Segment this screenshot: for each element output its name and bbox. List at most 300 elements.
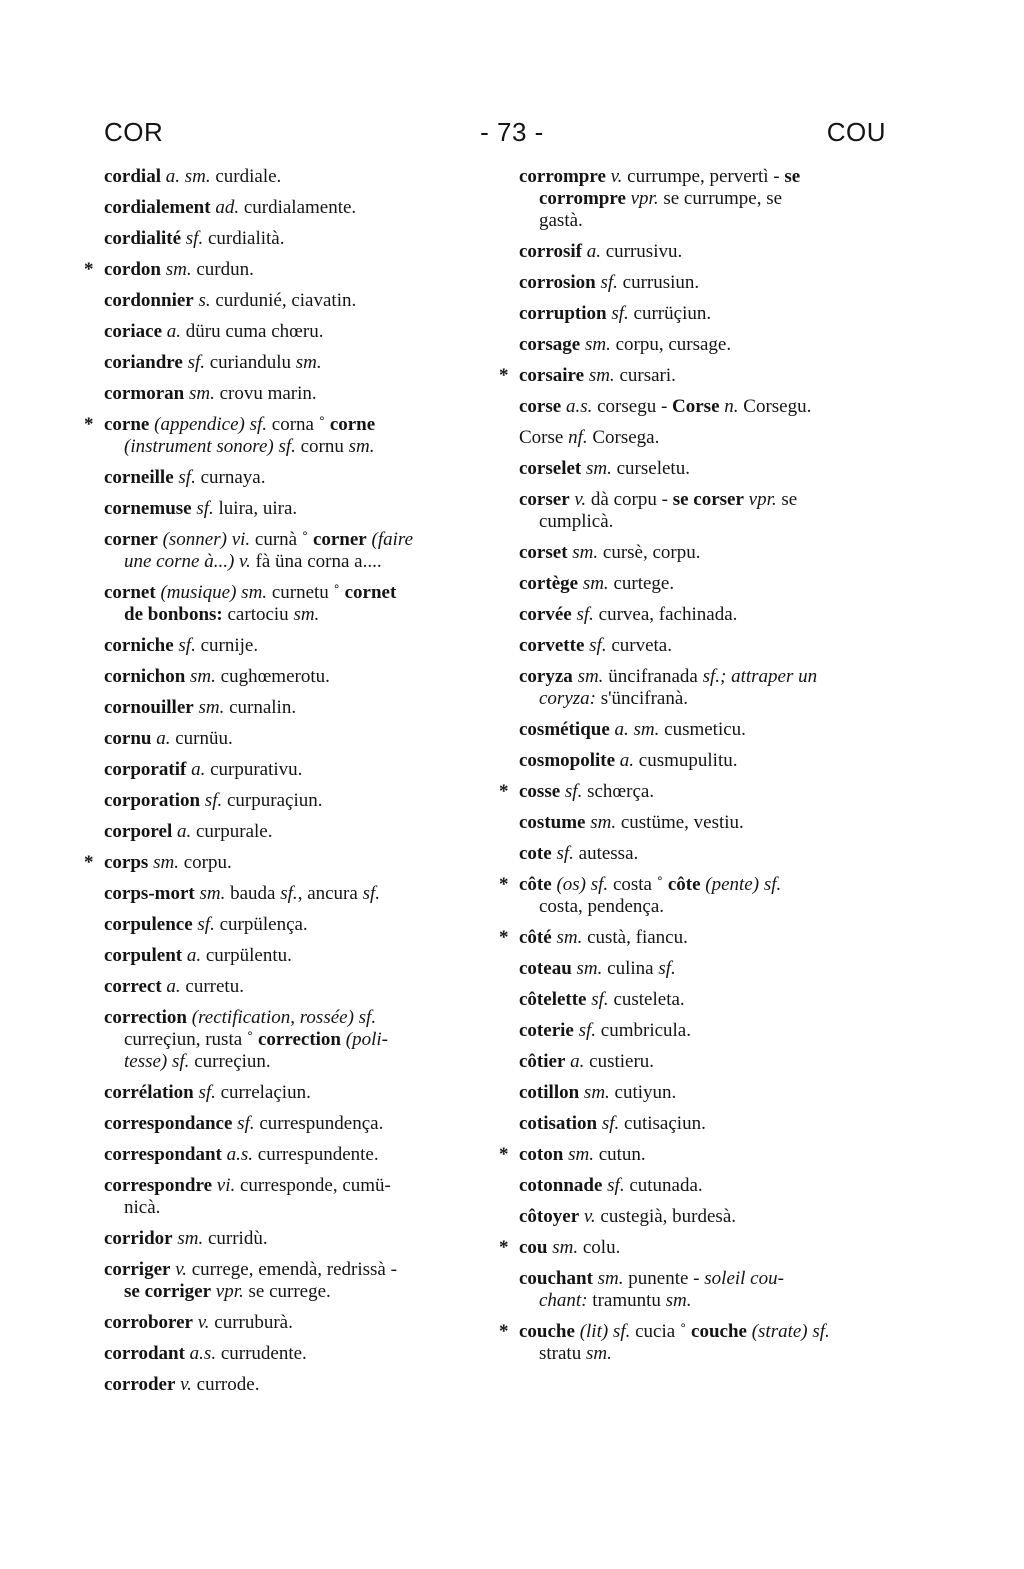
headword: corruption (519, 303, 607, 324)
translation-text: curtege. (608, 573, 675, 594)
headword: de bonbons: (124, 604, 223, 625)
headword: cordonnier (104, 290, 194, 311)
grammar-label: sf. (589, 635, 607, 656)
entry-line (104, 914, 476, 936)
dictionary-entry (499, 1237, 889, 1259)
grammar-label: sf. (196, 498, 214, 519)
grammar-label: a.s. (226, 1144, 254, 1165)
entry-line (519, 635, 889, 657)
headword: cordialement (104, 197, 211, 218)
translation-text: punente - (623, 1268, 705, 1289)
entry-line (519, 1051, 889, 1073)
grammar-label: v. (197, 1312, 210, 1333)
headword: corpulence (104, 914, 193, 935)
headword: corrosif (519, 241, 582, 262)
headword: coterie (519, 1020, 574, 1041)
grammar-label: v. (583, 1206, 596, 1227)
grammar-label: a. (191, 759, 206, 780)
grammar-label: a. (156, 728, 171, 749)
translation-text: costa ˚ (608, 874, 668, 895)
translation-text: curpurale. (191, 821, 273, 842)
dictionary-entry (519, 166, 889, 232)
headword: correction (104, 1007, 187, 1028)
dictionary-entry (104, 1007, 476, 1073)
headword: côté (519, 927, 552, 948)
asterisk-marker: * (499, 781, 509, 802)
headword: cormoran (104, 383, 185, 404)
entry-line (519, 1321, 889, 1343)
grammar-label: a. sm. (614, 719, 660, 740)
dictionary-entry (519, 272, 889, 294)
grammar-label: a. sm. (165, 166, 211, 187)
dictionary-entry (104, 1374, 476, 1396)
translation-text: curnà ˚ (250, 529, 313, 550)
entry-line (519, 1175, 889, 1197)
asterisk-marker: * (499, 1237, 509, 1258)
grammar-label: sm. (597, 1268, 624, 1289)
asterisk-marker: * (499, 874, 509, 895)
running-head-right: COU (826, 117, 886, 147)
entry-line (104, 1082, 476, 1104)
grammar-label: a.s. (565, 396, 593, 417)
headword: correspondance (104, 1113, 233, 1134)
entry-line (519, 604, 889, 626)
grammar-label: (musique) sm. (160, 582, 268, 603)
translation-text: dà corpu - (586, 489, 673, 510)
dictionary-entry (519, 719, 889, 741)
page-number: - 73 - (480, 117, 544, 147)
headword: cornu (104, 728, 152, 749)
headword: corner (104, 529, 158, 550)
headword: cordial (104, 166, 161, 187)
entry-continuation-line (104, 551, 476, 573)
translation-text: se (776, 489, 798, 510)
grammar-label: sm. (568, 1144, 594, 1165)
headword: correspondant (104, 1144, 222, 1165)
headword: corroder (104, 1374, 176, 1395)
translation-text: cusmupulitu. (634, 750, 738, 771)
entry-continuation-line (104, 1051, 476, 1073)
entry-line (519, 1020, 889, 1042)
dictionary-entry (104, 790, 476, 812)
grammar-label: sf. (362, 883, 381, 904)
translation-text: curreçiun. (189, 1051, 271, 1072)
grammar-label: vpr. (215, 1281, 244, 1302)
dictionary-entry (104, 321, 476, 343)
translation-text: currüçiun. (628, 303, 712, 324)
translation-text: tramuntu (587, 1290, 666, 1311)
headword: corrosion (519, 272, 596, 293)
grammar-label: tesse) sf. (124, 1051, 190, 1072)
headword: corsage (519, 334, 581, 355)
entry-continuation-line (104, 604, 476, 626)
translation-text: currusiun. (617, 272, 700, 293)
grammar-label: (lit) sf. (579, 1321, 631, 1342)
headword: coriace (104, 321, 163, 342)
translation-text: curruburà. (209, 1312, 293, 1333)
dictionary-entry (104, 582, 476, 626)
translation-text: curvea, fachinada. (593, 604, 738, 625)
headword: cordon (104, 259, 161, 280)
entry-line (104, 790, 476, 812)
entry-line (519, 1206, 889, 1228)
entry-line (519, 843, 889, 865)
translation-text: currespundença. (254, 1113, 384, 1134)
entry-line (519, 396, 889, 418)
dictionary-entry (519, 1175, 889, 1197)
grammar-label: sm. (348, 436, 375, 457)
translation-text: stratu (539, 1343, 586, 1364)
grammar-label: vpr. (630, 188, 659, 209)
grammar-label: sm. (177, 1228, 204, 1249)
left-column (84, 166, 476, 1405)
dictionary-entry (104, 1113, 476, 1135)
translation-text: curdunié, ciavatin. (210, 290, 357, 311)
entry-line (104, 697, 476, 719)
entry-line (104, 321, 476, 343)
dictionary-entry (104, 728, 476, 750)
dictionary-entry (499, 365, 889, 387)
entry-line (104, 498, 476, 520)
entry-line (519, 1144, 889, 1166)
grammar-label: sm. (585, 458, 612, 479)
dictionary-entry (519, 812, 889, 834)
dictionary-entry (104, 197, 476, 219)
entry-line (519, 666, 889, 688)
headword: corps (104, 852, 149, 873)
dictionary-entry (519, 1113, 889, 1135)
entry-line (104, 821, 476, 843)
grammar-label: sf. (197, 914, 215, 935)
grammar-label: sm. (293, 604, 320, 625)
entry-line (519, 1113, 889, 1135)
headword: côte (519, 874, 552, 895)
dictionary-entry (104, 1343, 476, 1365)
translation-text: Corse (519, 427, 569, 448)
headword: corse (519, 396, 562, 417)
headword: coton (519, 1144, 564, 1165)
translation-text: curdialamente. (239, 197, 357, 218)
entry-line (104, 728, 476, 750)
entry-continuation-line (519, 1290, 889, 1312)
dictionary-entry (104, 945, 476, 967)
entry-line (104, 166, 476, 188)
entry-line (519, 958, 889, 980)
dictionary-entry (104, 697, 476, 719)
dictionary-entry (519, 958, 889, 980)
entry-line (519, 365, 889, 387)
grammar-label: sm. (552, 1237, 579, 1258)
grammar-label: a. (186, 945, 202, 966)
asterisk-marker: * (499, 365, 509, 386)
headword: corsaire (519, 365, 585, 386)
dictionary-entry (104, 1175, 476, 1219)
translation-text: schœrça. (582, 781, 655, 802)
dictionary-entry (104, 529, 476, 573)
entry-line (519, 874, 889, 896)
grammar-label: s. (198, 290, 211, 311)
translation-text: curdialità. (203, 228, 285, 249)
entry-line (104, 666, 476, 688)
translation-text: se currumpe, se (658, 188, 783, 209)
dictionary-entry (104, 1082, 476, 1104)
headword: couche (691, 1321, 747, 1342)
headword: cou (519, 1237, 548, 1258)
headword: costume (519, 812, 586, 833)
headword: corrompre (539, 188, 626, 209)
grammar-label: v. (574, 489, 587, 510)
headword: corpulent (104, 945, 183, 966)
entry-line (519, 427, 889, 449)
translation-text: custeleta. (608, 989, 685, 1010)
entry-continuation-line (519, 210, 889, 232)
grammar-label: sm. (153, 852, 179, 873)
grammar-label: (poli- (345, 1029, 388, 1050)
headword: correct (104, 976, 162, 997)
grammar-label: a. (586, 241, 601, 262)
entry-line (104, 290, 476, 312)
grammar-label: a. (166, 321, 182, 342)
grammar-label: chant: (539, 1290, 588, 1311)
dictionary-entry (104, 759, 476, 781)
translation-text: Corsegu. (738, 396, 812, 417)
grammar-label: sm. (556, 927, 583, 948)
translation-text: autessa. (573, 843, 639, 864)
headword: se (784, 166, 801, 187)
translation-text: cutisaçiun. (619, 1113, 706, 1134)
entry-line (519, 781, 889, 803)
dictionary-entry (104, 352, 476, 374)
dictionary-entry (519, 1020, 889, 1042)
headword: cosmétique (519, 719, 610, 740)
headword: cosse (519, 781, 561, 802)
translation-text: , ancura (297, 883, 363, 904)
translation-text: currelaçiun. (215, 1082, 311, 1103)
translation-text: curretu. (180, 976, 244, 997)
translation-text: curnüu. (170, 728, 233, 749)
dictionary-entry (104, 635, 476, 657)
asterisk-marker: * (84, 852, 94, 873)
entry-line (104, 467, 476, 489)
headword: coryza (519, 666, 573, 687)
translation-text: custüme, vestiu. (616, 812, 744, 833)
translation-text: culina (602, 958, 659, 979)
headword: corset (519, 542, 568, 563)
headword: cornet (104, 582, 156, 603)
entry-line (519, 542, 889, 564)
entry-line (519, 750, 889, 772)
asterisk-marker: * (84, 259, 94, 280)
grammar-label: a. (177, 821, 192, 842)
translation-text: corsegu - (592, 396, 673, 417)
entry-line (104, 197, 476, 219)
headword: côtoyer (519, 1206, 580, 1227)
translation-text: currusivu. (600, 241, 683, 262)
dictionary-entry (519, 843, 889, 865)
translation-text: curdun. (191, 259, 254, 280)
dictionary-entry (104, 1312, 476, 1334)
dictionary-entry (519, 542, 889, 564)
translation-text: cughœmerotu. (215, 666, 330, 687)
headword: se corriger (124, 1281, 212, 1302)
entry-continuation-line (519, 896, 889, 918)
entry-line (104, 1113, 476, 1135)
dictionary-entry (104, 1259, 476, 1303)
grammar-label: v. (180, 1374, 192, 1395)
headword: corps-mort (104, 883, 195, 904)
headword: corporatif (104, 759, 187, 780)
translation-text: corna ˚ (267, 414, 330, 435)
entry-line (519, 719, 889, 741)
entry-line (519, 573, 889, 595)
grammar-label: a. (570, 1051, 585, 1072)
headword: corporel (104, 821, 173, 842)
dictionary-entry (519, 1082, 889, 1104)
translation-text: custieru. (584, 1051, 655, 1072)
dictionary-entry (104, 228, 476, 250)
grammar-label: (appendice) sf. (154, 414, 268, 435)
translation-text: s'üncifranà. (595, 688, 689, 709)
entry-line (519, 272, 889, 294)
dictionary-entry (104, 467, 476, 489)
right-column (499, 166, 889, 1374)
asterisk-marker: * (499, 927, 509, 948)
entry-line (104, 976, 476, 998)
dictionary-entry (519, 458, 889, 480)
dictionary-entry (84, 259, 476, 281)
entry-line (104, 945, 476, 967)
grammar-label: vi. (216, 1175, 236, 1196)
headword: couchant (519, 1268, 593, 1289)
grammar-label: sm. (584, 334, 611, 355)
translation-text: curnetu ˚ (267, 582, 345, 603)
headword: correction (258, 1029, 341, 1050)
grammar-label: (faire (371, 529, 414, 550)
entry-continuation-line (104, 1029, 476, 1051)
entry-continuation-line (519, 688, 889, 710)
grammar-label: (os) sf. (556, 874, 609, 895)
running-head-left: COR (104, 117, 164, 147)
dictionary-entry (84, 414, 476, 458)
grammar-label: sm. (295, 352, 322, 373)
headword: cortège (519, 573, 579, 594)
grammar-label: sf. (564, 781, 583, 802)
headword: côte (667, 874, 701, 895)
entry-line (519, 458, 889, 480)
dictionary-entry (104, 498, 476, 520)
translation-text: cornu (295, 436, 349, 457)
headword: corrélation (104, 1082, 194, 1103)
grammar-label: sf. (607, 1175, 625, 1196)
translation-text: curnalin. (224, 697, 297, 718)
entry-line (104, 352, 476, 374)
dictionary-entry (519, 604, 889, 626)
dictionary-entry (499, 927, 889, 949)
entry-line (104, 883, 476, 905)
grammar-label: sf.; attraper un (702, 666, 818, 687)
headword: côtier (519, 1051, 566, 1072)
grammar-label: a. (166, 976, 181, 997)
translation-text: luira, uira. (213, 498, 298, 519)
grammar-label: sf. (185, 228, 204, 249)
dictionary-entry (519, 1206, 889, 1228)
entry-line (104, 1175, 476, 1197)
dictionary-entry (519, 573, 889, 595)
grammar-label: sf. (601, 1113, 620, 1134)
translation-text: curresponde, cumü- (235, 1175, 391, 1196)
grammar-label: sf. (556, 843, 574, 864)
grammar-label: (rectification, rossée) sf. (191, 1007, 377, 1028)
translation-text: cutiyun. (609, 1082, 677, 1103)
entry-line (519, 1082, 889, 1104)
translation-text: gastà. (539, 210, 583, 231)
entry-line (519, 1268, 889, 1290)
entry-line (519, 989, 889, 1011)
grammar-label: sm. (588, 365, 615, 386)
entry-line (519, 927, 889, 949)
headword: corneille (104, 467, 174, 488)
grammar-label: nf. (568, 427, 588, 448)
entry-line (104, 414, 476, 436)
translation-text: curseletu. (611, 458, 690, 479)
grammar-label: sm. (577, 666, 604, 687)
headword: corrodant (104, 1343, 185, 1364)
dictionary-entry (519, 635, 889, 657)
headword: se corser (672, 489, 744, 510)
entry-line (104, 228, 476, 250)
headword: cotonnade (519, 1175, 603, 1196)
dictionary-entry (499, 781, 889, 803)
grammar-label: sf. (187, 352, 205, 373)
entry-line (104, 1259, 476, 1281)
entry-line (104, 759, 476, 781)
translation-text: curdiale. (210, 166, 282, 187)
entry-line (104, 1343, 476, 1365)
translation-text: cursè, corpu. (598, 542, 701, 563)
grammar-label: a.s. (189, 1343, 217, 1364)
headword: Corse (672, 396, 720, 417)
grammar-label: sm. (582, 573, 609, 594)
entry-line (104, 1312, 476, 1334)
headword: corrompre (519, 166, 606, 187)
entry-line (104, 1144, 476, 1166)
dictionary-entry (499, 1144, 889, 1166)
dictionary-entry (104, 883, 476, 905)
headword: cornouiller (104, 697, 194, 718)
translation-text: colu. (578, 1237, 621, 1258)
translation-text: curridù. (203, 1228, 268, 1249)
entry-line (519, 812, 889, 834)
translation-text: corpu, cursage. (610, 334, 732, 355)
headword: coriandre (104, 352, 183, 373)
headword: cotillon (519, 1082, 580, 1103)
dictionary-entry (104, 290, 476, 312)
grammar-label: vpr. (748, 489, 777, 510)
translation-text: cutun. (593, 1144, 646, 1165)
grammar-label: sf. (658, 958, 676, 979)
asterisk-marker: * (499, 1321, 509, 1342)
grammar-label: sf. (576, 604, 594, 625)
entry-line (519, 334, 889, 356)
entry-continuation-line (104, 1281, 476, 1303)
dictionary-entry (519, 489, 889, 533)
headword: cornichon (104, 666, 186, 687)
translation-text: se currege. (243, 1281, 331, 1302)
dictionary-entry (519, 396, 889, 418)
headword: corroborer (104, 1312, 193, 1333)
grammar-label: sf. (178, 635, 196, 656)
grammar-label: sf. (578, 1020, 597, 1041)
